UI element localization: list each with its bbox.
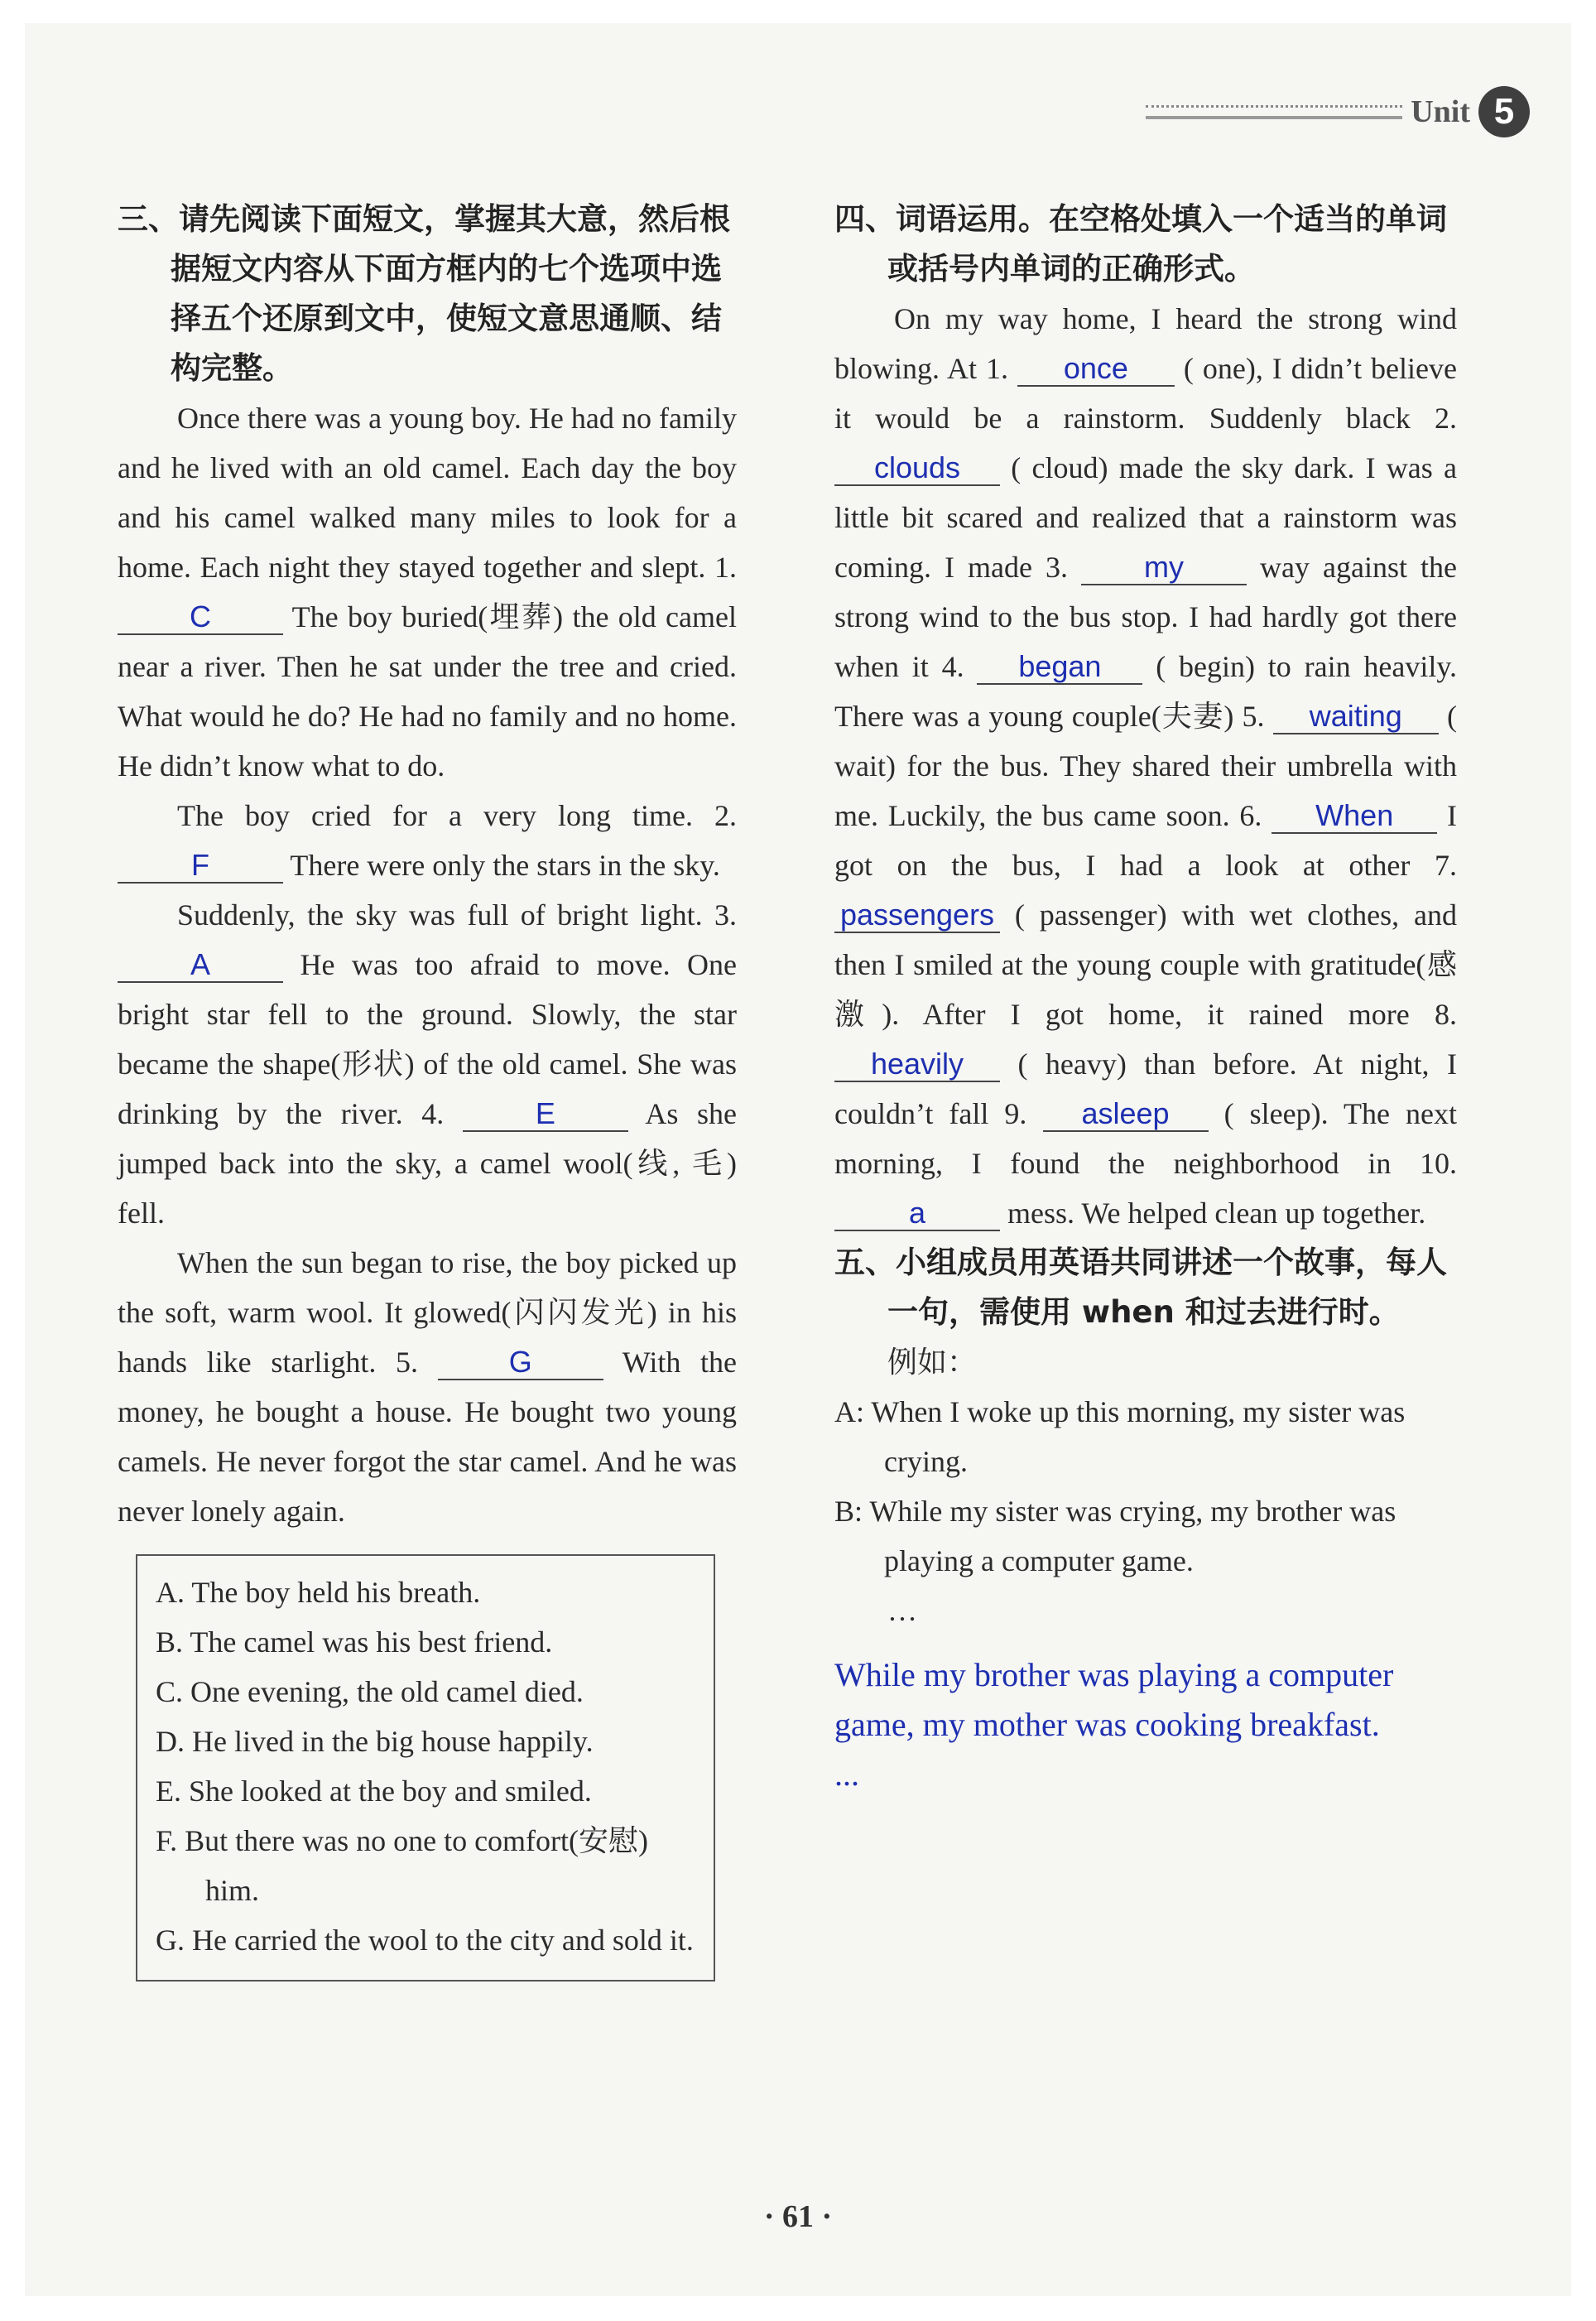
- passage-text: The boy buried(埋葬) the old camel near a river. Then he sat under the tree and cried. What would he do? He had no family and no home. He didn’t know what to do.: [118, 600, 737, 782]
- passage-text: ( one), I didn’t believe it would be a rainstorm. Suddenly black 2.: [834, 352, 1457, 435]
- word-blank-7[interactable]: passengers: [834, 898, 1000, 933]
- passage-text: ( passenger) with wet clothes, and then I smiled at the young couple with gratitude(感激). After I got home, it rained more 8.: [834, 898, 1457, 1031]
- word-blank-9[interactable]: asleep: [1043, 1097, 1209, 1132]
- word-blank-8[interactable]: heavily: [834, 1047, 1000, 1082]
- option-b: B. The camel was his best friend.: [156, 1625, 553, 1659]
- passage-text: mess. We helped clean up together.: [1007, 1197, 1426, 1230]
- passage-text: He was too afraid to move. One bright star fell to the ground. Slowly, the star became the shape(形状) of the old camel. She was drinking by the river. 4.: [118, 948, 738, 1130]
- section4-title: 四、词语运用。在空格处填入一个适当的单词或括号内单词的正确形式。: [834, 201, 1447, 287]
- section4-passage: [834, 294, 1457, 1238]
- passage-text: way against the strong wind to the bus stop. I had hardly got there when it 4.: [834, 551, 1458, 683]
- option-d: D. He lived in the big house happily.: [156, 1725, 594, 1758]
- word-blank-3[interactable]: my: [1081, 551, 1247, 585]
- dialog-line-a: A: When I woke up this morning, my sister was crying.: [834, 1395, 1406, 1478]
- passage-text: Once there was a young boy. He had no family and he lived with an old camel. Each day the boy and his camel walked many miles to look for a home. Each night they stayed together and slept. 1.: [118, 402, 737, 584]
- left-column: [118, 195, 737, 1982]
- passage-text: ( heavy) than before. At night, I couldn’t fall 9.: [834, 1047, 1457, 1130]
- passage-text: On my way home, I heard the strong wind blowing. At 1.: [834, 302, 1457, 385]
- right-column: [834, 195, 1457, 1799]
- section3-title: 三、请先阅读下面短文，掌握其大意，然后根据短文内容从下面方框内的七个选项中选择五个还原到文中，使短文意思通顺、结构完整。: [118, 201, 730, 386]
- header-rule: [1146, 105, 1402, 119]
- option-a: A. The boy held his breath.: [156, 1576, 481, 1609]
- passage-text: When the sun began to rise, the boy picked up the soft, warm wool. It glowed(闪闪发光) in his hands like starlight. 5.: [118, 1246, 737, 1379]
- unit-label: Unit: [1411, 94, 1470, 129]
- passage-text: ( begin) to rain heavily. There was a young couple(夫妻) 5.: [834, 650, 1457, 733]
- section3-paragraph-2: [118, 791, 737, 890]
- answer-blank-5[interactable]: G: [438, 1346, 603, 1380]
- option-c: C. One evening, the old camel died.: [156, 1675, 584, 1708]
- handwritten-line-2: game, my mother was cooking breakfast.: [834, 1706, 1380, 1743]
- option-f: F. But there was no one to comfort(安慰) him.: [156, 1824, 649, 1907]
- passage-text: ( sleep). The next morning, I found the neighborhood in 10.: [834, 1097, 1458, 1180]
- section3-paragraph-1: [118, 393, 737, 791]
- word-blank-2[interactable]: clouds: [834, 451, 1000, 486]
- passage-text: With the money, he bought a house. He bought two young camels. He never forgot the star camel. And he was never lonely again.: [118, 1346, 737, 1528]
- passage-text: I got on the bus, I had a look at other 7.: [834, 799, 1458, 882]
- option-g: G. He carried the wool to the city and sold it.: [156, 1924, 694, 1957]
- unit-number-badge: 5: [1478, 86, 1530, 137]
- word-blank-6[interactable]: When: [1272, 799, 1437, 834]
- section3-paragraph-4: [118, 1238, 737, 1536]
- passage-text: ( wait) for the bus. They shared their umbrella with me. Luckily, the bus came soon. 6.: [834, 700, 1457, 832]
- unit-header: [1146, 83, 1530, 141]
- page-number: · 61 ·: [763, 2199, 833, 2234]
- word-blank-10[interactable]: a: [834, 1197, 1000, 1231]
- dialog-line-b: B: While my sister was crying, my brother was playing a computer game.: [834, 1495, 1396, 1577]
- dialog-ellipsis: …: [887, 1594, 917, 1627]
- options-box: [136, 1554, 715, 1982]
- answer-blank-2[interactable]: F: [118, 849, 283, 884]
- passage-text: The boy cried for a very long time. 2.: [177, 799, 737, 832]
- example-label: 例如：: [887, 1346, 978, 1379]
- handwritten-line-1: While my brother was playing a computer: [834, 1656, 1394, 1693]
- section5-title: 五、小组成员用英语共同讲述一个故事，每人一句，需使用 when 和过去进行时。: [834, 1245, 1447, 1330]
- word-blank-4[interactable]: began: [977, 650, 1142, 685]
- passage-text: As she jumped back into the sky, a camel wool(线, 毛) fell.: [118, 1097, 737, 1230]
- handwritten-answer: [834, 1650, 1457, 1799]
- word-blank-1[interactable]: once: [1017, 352, 1175, 387]
- passage-text: There were only the stars in the sky.: [290, 849, 720, 882]
- passage-text: Suddenly, the sky was full of bright light. 3.: [177, 898, 737, 932]
- word-blank-5[interactable]: waiting: [1273, 700, 1439, 734]
- passage-text: ( cloud) made the sky dark. I was a little bit scared and realized that a rainstorm was coming. I made 3.: [834, 451, 1458, 584]
- answer-blank-1[interactable]: C: [118, 600, 283, 635]
- answer-blank-3[interactable]: A: [118, 948, 283, 983]
- handwritten-ellipsis: ...: [834, 1755, 859, 1793]
- option-e: E. She looked at the boy and smiled.: [156, 1774, 592, 1808]
- answer-blank-4[interactable]: E: [463, 1097, 628, 1132]
- section3-paragraph-3: [118, 890, 737, 1238]
